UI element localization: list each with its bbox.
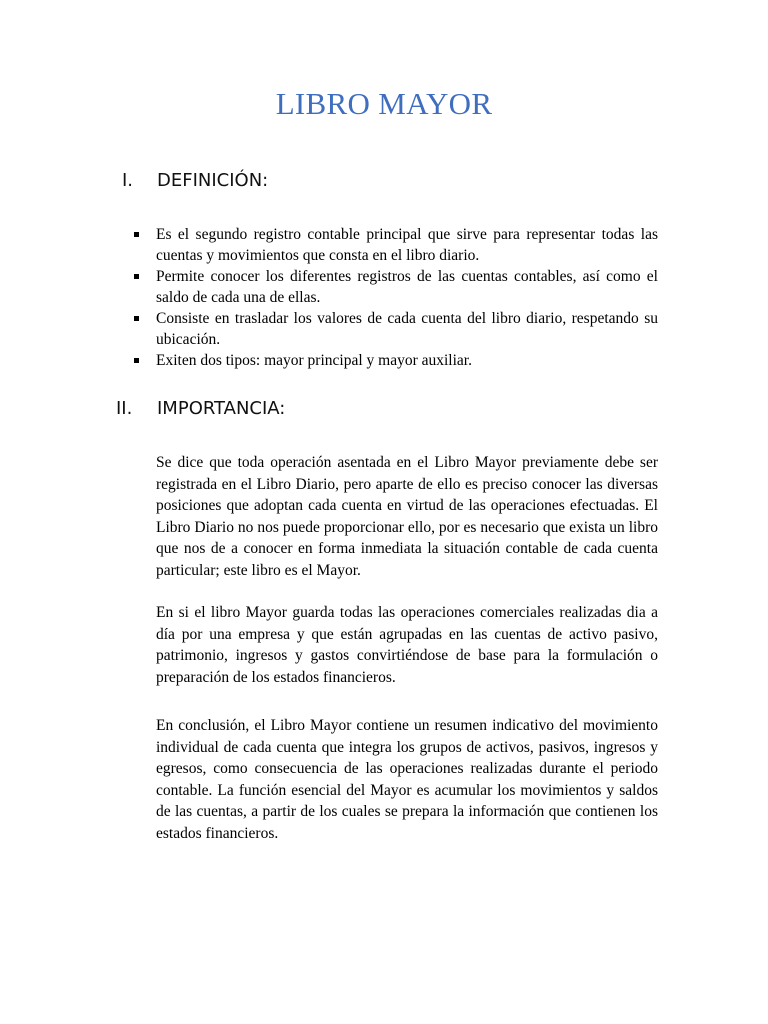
section-heading-definicion [122,170,422,194]
list-item-text: Consiste en trasladar los valores de cada cuenta del libro diario, respetando su ubicación. [156,310,658,348]
list-item [132,266,658,308]
list-item [132,224,658,266]
list-item [132,308,658,350]
list-item-text: Exiten dos tipos: mayor principal y mayor auxiliar. [156,352,472,369]
body-paragraph: En si el libro Mayor guarda todas las operaciones comerciales realizadas dia a día por una empresa y que están agrupadas en las cuentas de activo pasivo, patrimonio, ingresos y gastos convirtiéndose de base para la formulación o preparación de los estados financieros. [156,604,658,686]
section-title: DEFINICIÓN: [157,170,269,191]
square-bullet-icon [134,274,139,279]
definition-bullet-list [132,224,658,371]
section-number: I. [122,170,134,191]
body-paragraph: Se dice que toda operación asentada en el Libro Mayor previamente debe ser registrada en el Libro Diario, pero aparte de ello es preciso conocer las diversas posiciones que adoptan cada cuenta en virtud de las operaciones efectuadas. El Libro Diario no nos puede proporcionar ello, por es necesario que exista un libro que nos de a conocer en forma inmediata la situación contable de cada cuenta particular; este libro es el Mayor. [156,454,658,579]
square-bullet-icon [134,232,139,237]
body-paragraph: En conclusión, el Libro Mayor contiene un resumen indicativo del movimiento individual de cada cuenta que integra los grupos de activos, pasivos, ingresos y egresos, como consecuencia de las operaciones realizadas durante el periodo contable. La función esencial del Mayor es acumular los movimientos y saldos de las cuentas, a partir de los cuales se prepara la información que contienen los estados financieros. [156,717,658,842]
square-bullet-icon [134,358,139,363]
section-number: II. [116,398,133,419]
list-item-text: Permite conocer los diferentes registros de las cuentas contables, así como el saldo de cada una de ellas. [156,268,658,306]
list-item [132,350,658,371]
section-heading-importancia [116,398,416,422]
square-bullet-icon [134,316,139,321]
document-title: LIBRO MAYOR [275,86,493,121]
list-item-text: Es el segundo registro contable principal que sirve para representar todas las cuentas y movimientos que consta en el libro diario. [156,226,658,264]
section-title: IMPORTANCIA: [157,398,286,419]
